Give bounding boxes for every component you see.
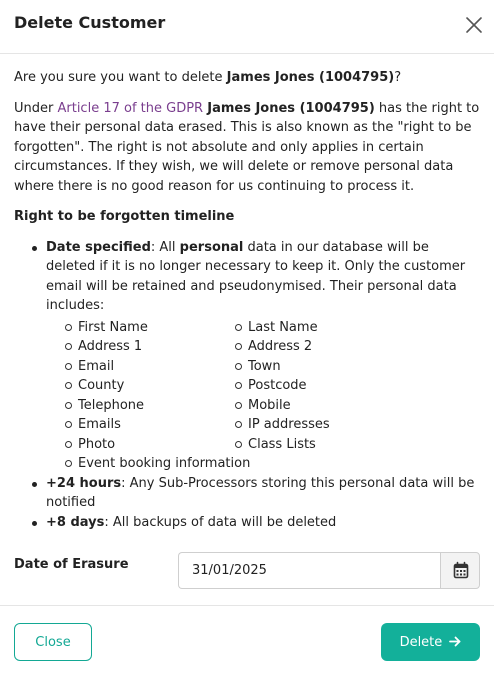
timeline-list xyxy=(14,238,480,533)
field-item: Emails xyxy=(64,415,234,435)
date-of-erasure-row xyxy=(14,552,480,589)
modal-footer xyxy=(0,605,494,674)
field-item: First Name xyxy=(64,318,234,338)
modal-title: Delete Customer xyxy=(14,13,166,32)
timeline-item-8-days: +8 days: All backups of data will be deleted xyxy=(32,513,480,533)
modal-header xyxy=(0,0,494,54)
close-button[interactable]: Close xyxy=(14,623,92,661)
field-item: Town xyxy=(234,357,404,377)
delete-button[interactable] xyxy=(381,623,480,661)
customer-name: James Jones (1004795) xyxy=(226,70,395,85)
field-item: Telephone xyxy=(64,396,234,416)
field-item: IP addresses xyxy=(234,415,404,435)
timeline-heading: Right to be forgotten timeline xyxy=(14,209,235,224)
field-item: Address 1 xyxy=(64,337,234,357)
field-item: Class Lists xyxy=(234,435,404,455)
calendar-icon xyxy=(441,553,481,590)
date-of-erasure-label: Date of Erasure xyxy=(14,557,129,572)
field-item: Email xyxy=(64,357,234,377)
field-item: Photo xyxy=(64,435,234,455)
arrow-right-icon xyxy=(449,636,461,647)
field-item: Last Name xyxy=(234,318,404,338)
date-of-erasure-input[interactable] xyxy=(178,552,442,589)
delete-button-label: Delete xyxy=(399,634,443,650)
field-item: Event booking information xyxy=(64,454,404,474)
field-item: Postcode xyxy=(234,376,404,396)
calendar-button[interactable] xyxy=(440,552,480,589)
timeline-item-24-hours: +24 hours: Any Sub-Processors storing this personal data will be notified xyxy=(32,474,480,513)
close-icon[interactable] xyxy=(463,14,485,36)
gdpr-article-link[interactable]: Article 17 of the GDPR xyxy=(57,100,204,116)
gdpr-text: Under Article 17 of the GDPR James Jones (1004795) has the right to have their personal data erased. This is also known as the "right to be forgotten". The right is not absolute and only applies in certain circumstances. If they wish, we will delete or remove personal data where there is no good reason for us continuing to process it. xyxy=(14,100,480,194)
personal-data-fields xyxy=(46,318,480,474)
confirm-text: Are you sure you want to delete James Jones (1004795)? xyxy=(14,70,402,85)
customer-name: James Jones (1004795) xyxy=(207,100,375,116)
timeline-item-date-specified: Date specified: All personal data in our database will be deleted if it is no longer necessary to keep it. Only the customer email will be retained and pseudonymised. Their personal data includes: First Name Last Name Address 1 Address 2 Email Town County Postcode Telephone Mobile Emails IP addresses Photo Class Lists Event booking information xyxy=(32,238,480,474)
field-item: Address 2 xyxy=(234,337,404,357)
field-item: County xyxy=(64,376,234,396)
field-item: Mobile xyxy=(234,396,404,416)
modal-body xyxy=(14,68,480,532)
